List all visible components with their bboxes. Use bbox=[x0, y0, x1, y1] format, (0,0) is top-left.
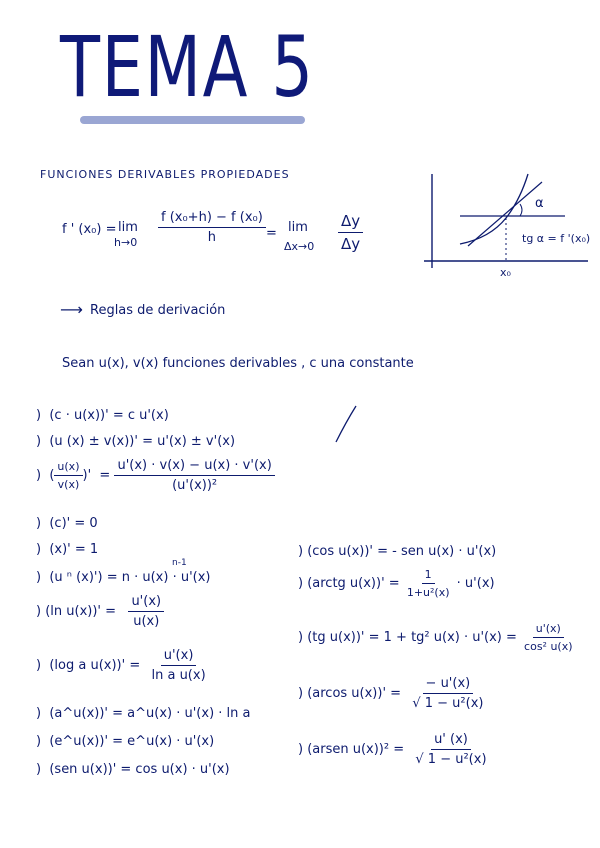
arctg-tail: · u'(x) bbox=[456, 576, 495, 591]
bullet: ) bbox=[36, 516, 42, 531]
bullet: ) bbox=[36, 570, 42, 585]
log-lhs: (log a u(x))' = bbox=[49, 658, 141, 673]
rules-heading: Reglas de derivación bbox=[90, 303, 226, 318]
tangent-label: tg α = f '(x₀) bbox=[522, 232, 591, 245]
rule-ln bbox=[36, 594, 164, 629]
page-title: TEMA 5 bbox=[60, 18, 315, 116]
ln-denominator: u(x) bbox=[133, 614, 160, 629]
quotient-lhs-den: v(x) bbox=[57, 478, 80, 491]
arctg-lhs: ) (arctg u(x))' = bbox=[298, 576, 400, 591]
difference-numerator: f (x₀+h) − f (x₀) bbox=[158, 210, 266, 228]
bullet: ) bbox=[36, 658, 42, 673]
bullet: ) bbox=[36, 734, 42, 749]
alpha-label: α bbox=[535, 196, 544, 211]
rule-text: (u (x) ± v(x))' = u'(x) ± v'(x) bbox=[49, 434, 236, 449]
log-numerator: u'(x) bbox=[161, 648, 197, 666]
arctg-numerator: 1 bbox=[422, 568, 435, 584]
rule-text: (c)' = 0 bbox=[49, 516, 98, 531]
rule-log bbox=[36, 648, 209, 683]
rule-text: (a^u(x))' = a^u(x) · u'(x) · ln a bbox=[49, 706, 251, 721]
rule-text: (sen u(x))' = cos u(x) · u'(x) bbox=[49, 762, 230, 777]
rule-constant bbox=[36, 516, 98, 531]
quotient-lhs-num: u(x) bbox=[54, 460, 82, 476]
delta-denominator: Δy bbox=[341, 235, 361, 253]
bullet: ) bbox=[36, 408, 42, 423]
section-heading: FUNCIONES DERIVABLES PROPIEDADES bbox=[40, 168, 290, 181]
intro-text: Sean u(x), v(x) funciones derivables , c una constante bbox=[62, 356, 414, 371]
arctg-denominator: 1+u²(x) bbox=[406, 586, 450, 599]
rule-text: (c · u(x))' = c u'(x) bbox=[49, 408, 169, 423]
rule-sine bbox=[36, 762, 230, 777]
ln-lhs: (ln u(x))' = bbox=[45, 604, 117, 619]
tg-numerator: u'(x) bbox=[533, 622, 564, 638]
limit-label-2: lim bbox=[288, 220, 308, 235]
tg-denominator: cos² u(x) bbox=[524, 640, 573, 653]
rule-exponential-a bbox=[36, 706, 250, 721]
delta-quotient bbox=[338, 212, 363, 253]
bullet: ) bbox=[36, 762, 42, 777]
arccos-numerator: − u'(x) bbox=[423, 676, 474, 694]
rule-quotient: ) ( $\frac{u(x)}{v(x)}$ )' = $\frac{u'(x) \cdot v(x) - u(x) \cdot v'(x)}{\text{(u'(x))²}}$ bbox=[36, 458, 275, 493]
arccos-denominator: √ 1 − u²(x) bbox=[412, 696, 484, 711]
quotient-numerator: u'(x) · v(x) − u(x) · v'(x) bbox=[114, 458, 274, 476]
arcsen-denominator: √ 1 − u²(x) bbox=[415, 752, 487, 767]
bullet: ) bbox=[36, 604, 42, 619]
quotient-denominator: (u'(x))² bbox=[172, 478, 218, 493]
difference-denominator: h bbox=[207, 230, 217, 245]
rule-arccos bbox=[298, 676, 486, 711]
arcsen-numerator: u' (x) bbox=[431, 732, 471, 750]
equals-sign: = bbox=[99, 468, 111, 483]
rule-sum bbox=[36, 434, 235, 449]
tg-text: ) (tg u(x))' = 1 + tg² u(x) · u'(x) = bbox=[298, 630, 517, 645]
ln-numerator: u'(x) bbox=[128, 594, 164, 612]
difference-quotient bbox=[158, 210, 266, 245]
x0-label: x₀ bbox=[500, 266, 511, 279]
rule-text: (e^u(x))' = e^u(x) · u'(x) bbox=[49, 734, 215, 749]
arrow-icon: ⟶ bbox=[60, 300, 83, 319]
bullet: ) bbox=[36, 542, 42, 557]
stroke-mark bbox=[332, 402, 362, 446]
limit-subscript-2: Δx→0 bbox=[284, 240, 315, 253]
arccos-lhs: ) (arcos u(x))' = bbox=[298, 686, 402, 701]
rule-arcsen bbox=[298, 732, 490, 767]
title-underline bbox=[80, 116, 305, 124]
rule-arctg bbox=[298, 568, 495, 599]
arcsen-lhs: ) (arsen u(x))² = bbox=[298, 742, 405, 757]
rule-cosine: ) (cos u(x))' = - sen u(x) · u'(x) bbox=[298, 544, 497, 559]
derivative-lhs: f ' (x₀) = bbox=[62, 222, 117, 237]
delta-numerator: Δy bbox=[338, 212, 363, 233]
rule-tangent bbox=[298, 622, 576, 653]
limit-subscript: h→0 bbox=[114, 236, 138, 249]
bullet: ) bbox=[36, 434, 42, 449]
rule-identity bbox=[36, 542, 98, 557]
log-denominator: ln a u(x) bbox=[151, 668, 206, 683]
limit-label: lim bbox=[118, 220, 138, 235]
rule-exponential-e bbox=[36, 734, 214, 749]
power-superscript: n-1 bbox=[172, 558, 187, 568]
rule-power bbox=[36, 570, 211, 585]
rule-text: (x)' = 1 bbox=[49, 542, 99, 557]
rule-constant-multiple bbox=[36, 408, 169, 423]
rule-text: (u ⁿ (x)') = n · u(x) · u'(x) bbox=[49, 570, 211, 585]
bullet: ) bbox=[36, 468, 42, 483]
bullet: ) bbox=[36, 706, 42, 721]
equals-sign: = bbox=[266, 226, 277, 241]
